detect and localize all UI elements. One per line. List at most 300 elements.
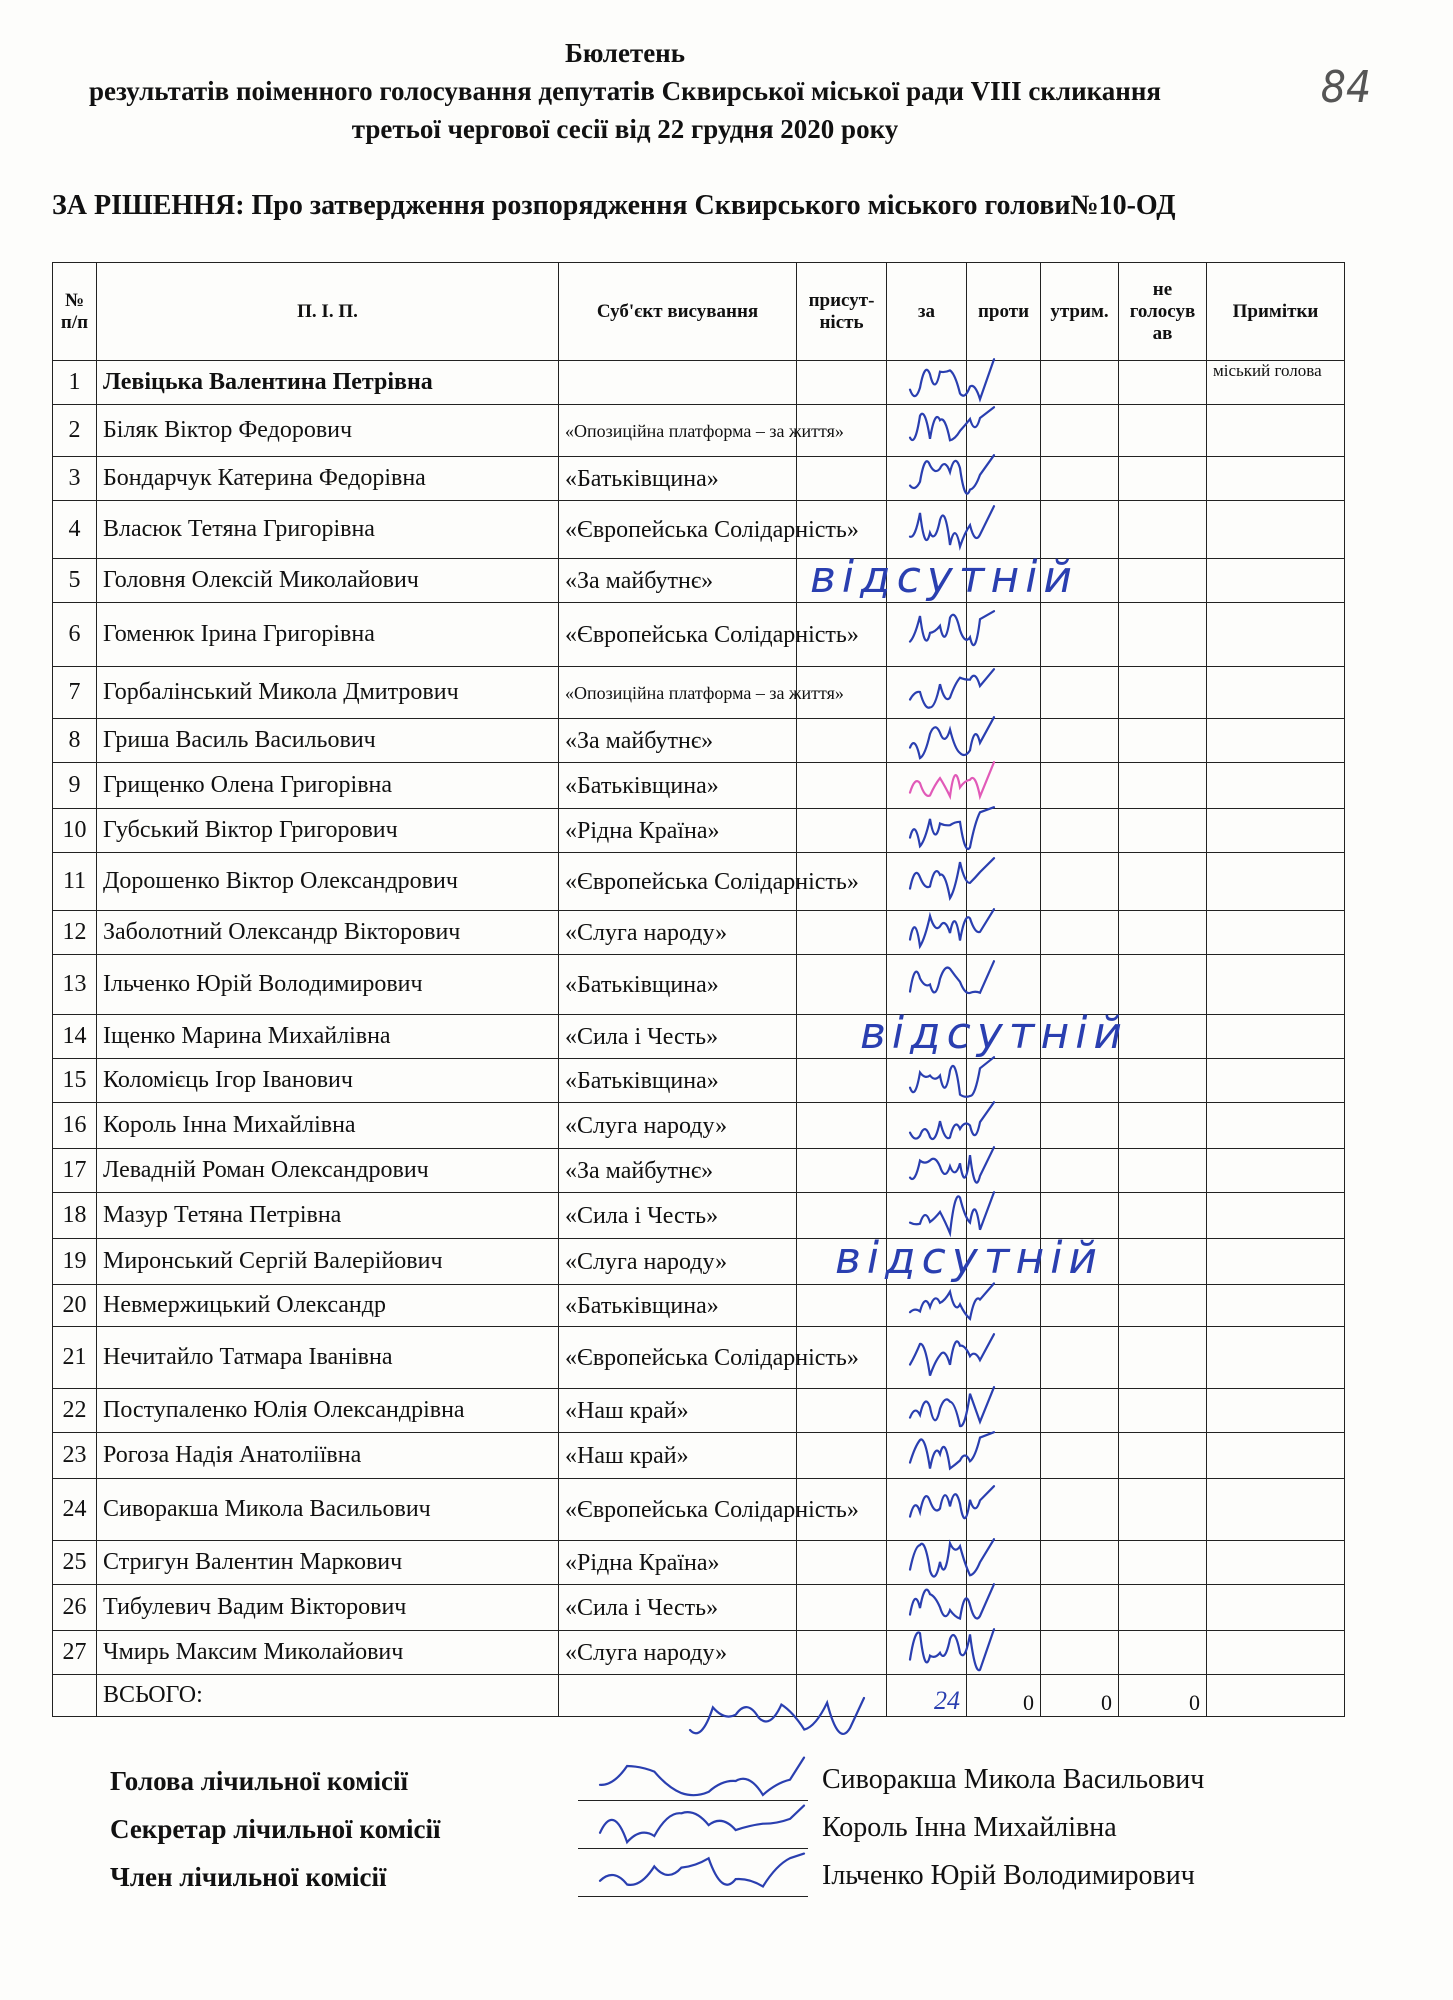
present-cell [797, 1433, 887, 1479]
vote-abstain-cell [1041, 763, 1119, 809]
party-cell: «За майбутнє» [559, 1149, 797, 1193]
vote-for-cell [887, 763, 967, 809]
party-cell: «Батьківщина» [559, 763, 797, 809]
vote-for-cell [887, 501, 967, 559]
party-cell: «Слуга народу» [559, 1631, 797, 1675]
deputy-name: Тибулевич Вадим Вікторович [97, 1585, 559, 1631]
not-voted-cell [1119, 719, 1207, 763]
present-cell [797, 1239, 887, 1285]
note-cell [1207, 559, 1345, 603]
vote-abstain-cell [1041, 1327, 1119, 1389]
vote-against-cell [967, 361, 1041, 405]
note-cell [1207, 809, 1345, 853]
vote-for-cell [887, 1285, 967, 1327]
vote-abstain-cell [1041, 1631, 1119, 1675]
row-number: 6 [53, 603, 97, 667]
present-cell [797, 1149, 887, 1193]
vote-against-cell [967, 457, 1041, 501]
not-voted-cell [1119, 1433, 1207, 1479]
vote-for-cell [887, 809, 967, 853]
party-cell [559, 361, 797, 405]
party-cell: «Слуга народу» [559, 1239, 797, 1285]
table-header-row [53, 263, 1345, 361]
note-cell [1207, 1149, 1345, 1193]
vote-abstain-cell [1041, 1193, 1119, 1239]
party-cell: «Батьківщина» [559, 457, 797, 501]
party-cell: «Європейська Солідарність» [559, 501, 797, 559]
party-cell: «Сила і Честь» [559, 1015, 797, 1059]
vote-for-cell [887, 1541, 967, 1585]
vote-against-cell [967, 1585, 1041, 1631]
vote-for-cell [887, 1389, 967, 1433]
table-row [53, 1015, 1345, 1059]
note-cell: міський голова [1207, 361, 1345, 405]
col-present-header: присут-ність [797, 263, 887, 361]
signature-row-secretary [110, 1808, 1340, 1852]
deputy-name: Король Інна Михайлівна [97, 1103, 559, 1149]
vote-abstain-cell [1041, 1149, 1119, 1193]
present-cell [797, 763, 887, 809]
not-voted-cell [1119, 603, 1207, 667]
deputy-name: Бондарчук Катерина Федорівна [97, 457, 559, 501]
party-cell: «Наш край» [559, 1389, 797, 1433]
table-row [53, 1239, 1345, 1285]
not-voted-cell [1119, 1149, 1207, 1193]
vote-abstain-cell [1041, 1479, 1119, 1541]
voting-table [52, 262, 1345, 1717]
party-cell: «Рідна Країна» [559, 809, 797, 853]
vote-abstain-cell [1041, 1541, 1119, 1585]
party-cell: «Європейська Солідарність» [559, 1479, 797, 1541]
present-cell [797, 1389, 887, 1433]
table-row [53, 853, 1345, 911]
row-number: 26 [53, 1585, 97, 1631]
party-cell: «Слуга народу» [559, 1103, 797, 1149]
table-row [53, 763, 1345, 809]
party-cell: «Рідна Країна» [559, 1541, 797, 1585]
row-number: 2 [53, 405, 97, 457]
col-abstain-header: утрим. [1041, 263, 1119, 361]
not-voted-cell [1119, 559, 1207, 603]
total-num-cell [53, 1675, 97, 1717]
decision-title: ЗА РІШЕННЯ: Про затвердження розпорядження Сквирського міського голови№10-ОД [52, 190, 1176, 221]
present-cell [797, 809, 887, 853]
note-cell [1207, 1631, 1345, 1675]
col-name-header: П. І. П. [97, 263, 559, 361]
vote-for-cell [887, 1479, 967, 1541]
present-cell [797, 361, 887, 405]
total-notes-cell [1207, 1675, 1345, 1717]
absent-handwritten-note: відсутній [810, 552, 1079, 603]
total-not-voted: 0 [1119, 1675, 1207, 1717]
vote-for-cell [887, 853, 967, 911]
not-voted-cell [1119, 809, 1207, 853]
present-cell [797, 1631, 887, 1675]
vote-against-cell [967, 1015, 1041, 1059]
vote-against-cell [967, 1149, 1041, 1193]
table-row [53, 1103, 1345, 1149]
row-number: 10 [53, 809, 97, 853]
vote-against-cell [967, 853, 1041, 911]
table-row [53, 911, 1345, 955]
vote-for-cell [887, 1193, 967, 1239]
table-row [53, 1389, 1345, 1433]
vote-abstain-cell [1041, 1103, 1119, 1149]
ballot-subtitle: результатів поіменного голосування депутатів Сквирської міської ради VIII скликання [88, 76, 1162, 106]
vote-abstain-cell [1041, 1239, 1119, 1285]
vote-against-cell [967, 1285, 1041, 1327]
deputy-name: Іщенко Марина Михайлівна [97, 1015, 559, 1059]
vote-abstain-cell [1041, 1389, 1119, 1433]
not-voted-cell [1119, 1239, 1207, 1285]
table-row [53, 1059, 1345, 1103]
col-not-voted-header: не голосув ав [1119, 263, 1207, 361]
table-row [53, 667, 1345, 719]
note-cell [1207, 501, 1345, 559]
vote-against-cell [967, 955, 1041, 1015]
total-party-cell [559, 1675, 797, 1717]
vote-against-cell [967, 1327, 1041, 1389]
note-cell [1207, 1193, 1345, 1239]
vote-against-cell [967, 559, 1041, 603]
deputy-name: Заболотний Олександр Вікторович [97, 911, 559, 955]
signature-line [578, 1800, 808, 1801]
present-cell [797, 955, 887, 1015]
deputy-name: Дорошенко Віктор Олександрович [97, 853, 559, 911]
row-number: 23 [53, 1433, 97, 1479]
vote-for-cell [887, 559, 967, 603]
vote-abstain-cell [1041, 559, 1119, 603]
deputy-name: Миронський Сергій Валерійович [97, 1239, 559, 1285]
row-number: 22 [53, 1389, 97, 1433]
vote-against-cell [967, 405, 1041, 457]
row-number: 17 [53, 1149, 97, 1193]
vote-for-cell [887, 1585, 967, 1631]
note-cell [1207, 1433, 1345, 1479]
deputy-name: Власюк Тетяна Григорівна [97, 501, 559, 559]
table-row [53, 559, 1345, 603]
deputy-name: Рогоза Надія Анатоліївна [97, 1433, 559, 1479]
row-number: 19 [53, 1239, 97, 1285]
signature-row-member [110, 1856, 1340, 1900]
party-cell: «Європейська Солідарність» [559, 1327, 797, 1389]
row-number: 16 [53, 1103, 97, 1149]
deputy-name: Гриша Василь Васильович [97, 719, 559, 763]
party-cell: «Опозиційна платформа – за життя» [559, 405, 797, 457]
deputy-name: Чмирь Максим Миколайович [97, 1631, 559, 1675]
table-row [53, 1327, 1345, 1389]
row-number: 20 [53, 1285, 97, 1327]
not-voted-cell [1119, 763, 1207, 809]
note-cell [1207, 1015, 1345, 1059]
deputy-name: Левадній Роман Олександрович [97, 1149, 559, 1193]
vote-against-cell [967, 1631, 1041, 1675]
row-number: 25 [53, 1541, 97, 1585]
present-cell [797, 911, 887, 955]
table-row [53, 1541, 1345, 1585]
note-cell [1207, 1479, 1345, 1541]
not-voted-cell [1119, 911, 1207, 955]
vote-abstain-cell [1041, 853, 1119, 911]
row-number: 24 [53, 1479, 97, 1541]
ballot-title: Бюлетень [564, 38, 686, 68]
vote-for-cell [887, 1103, 967, 1149]
member-name: Ільченко Юрій Володимирович [822, 1860, 1195, 1891]
vote-for-cell [887, 1433, 967, 1479]
vote-abstain-cell [1041, 1285, 1119, 1327]
party-cell: «Батьківщина» [559, 1059, 797, 1103]
party-cell: «Європейська Солідарність» [559, 853, 797, 911]
vote-against-cell [967, 667, 1041, 719]
vote-against-cell [967, 911, 1041, 955]
table-row [53, 955, 1345, 1015]
row-number: 14 [53, 1015, 97, 1059]
not-voted-cell [1119, 1059, 1207, 1103]
not-voted-cell [1119, 1327, 1207, 1389]
vote-for-cell [887, 1149, 967, 1193]
party-cell: «Наш край» [559, 1433, 797, 1479]
row-number: 13 [53, 955, 97, 1015]
not-voted-cell [1119, 1631, 1207, 1675]
vote-against-cell [967, 1103, 1041, 1149]
col-party-header: Суб'єкт висування [559, 263, 797, 361]
table-row [53, 1193, 1345, 1239]
deputy-name: Гоменюк Ірина Григорівна [97, 603, 559, 667]
deputy-name: Коломієць Ігор Іванович [97, 1059, 559, 1103]
not-voted-cell [1119, 955, 1207, 1015]
party-cell: «Слуга народу» [559, 911, 797, 955]
vote-for-cell [887, 457, 967, 501]
ballot-header [0, 34, 1250, 148]
party-cell: «Опозиційна платформа – за життя» [559, 667, 797, 719]
row-number: 27 [53, 1631, 97, 1675]
col-against-header: проти [967, 263, 1041, 361]
note-cell [1207, 853, 1345, 911]
col-num-header: № п/п [53, 263, 97, 361]
not-voted-cell [1119, 1389, 1207, 1433]
party-cell: «Батьківщина» [559, 955, 797, 1015]
deputy-name: Головня Олексій Миколайович [97, 559, 559, 603]
present-cell [797, 1103, 887, 1149]
not-voted-cell [1119, 457, 1207, 501]
vote-for-cell [887, 1015, 967, 1059]
vote-against-cell [967, 763, 1041, 809]
deputy-name: Левіцька Валентина Петрівна [97, 361, 559, 405]
note-cell [1207, 1327, 1345, 1389]
vote-for-cell [887, 361, 967, 405]
not-voted-cell [1119, 405, 1207, 457]
not-voted-cell [1119, 1015, 1207, 1059]
not-voted-cell [1119, 1103, 1207, 1149]
vote-against-cell [967, 719, 1041, 763]
vote-for-cell [887, 1239, 967, 1285]
vote-against-cell [967, 501, 1041, 559]
secretary-role: Секретар лічильної комісії [110, 1814, 441, 1844]
deputy-name: Поступаленко Юлія Олександрівна [97, 1389, 559, 1433]
deputy-name: Губський Віктор Григорович [97, 809, 559, 853]
vote-abstain-cell [1041, 667, 1119, 719]
vote-for-cell [887, 911, 967, 955]
not-voted-cell [1119, 853, 1207, 911]
vote-abstain-cell [1041, 603, 1119, 667]
deputy-name: Нечитайло Татмара Іванівна [97, 1327, 559, 1389]
table-row [53, 1585, 1345, 1631]
row-number: 18 [53, 1193, 97, 1239]
vote-against-cell [967, 603, 1041, 667]
note-cell [1207, 911, 1345, 955]
present-cell [797, 719, 887, 763]
vote-against-cell [967, 1059, 1041, 1103]
table-row [53, 361, 1345, 405]
vote-abstain-cell [1041, 1059, 1119, 1103]
table-body [53, 361, 1345, 1675]
vote-abstain-cell [1041, 1015, 1119, 1059]
vote-abstain-cell [1041, 719, 1119, 763]
session-date: третьої чергової сесії від 22 грудня 2020 року [351, 114, 899, 144]
row-number: 1 [53, 361, 97, 405]
table-row [53, 405, 1345, 457]
table-row [53, 809, 1345, 853]
vote-for-cell [887, 1631, 967, 1675]
note-cell [1207, 1541, 1345, 1585]
not-voted-cell [1119, 1541, 1207, 1585]
table-row [53, 1479, 1345, 1541]
vote-for-cell [887, 1059, 967, 1103]
row-number: 7 [53, 667, 97, 719]
table-row [53, 1149, 1345, 1193]
vote-against-cell [967, 1389, 1041, 1433]
deputy-name: Горбалінський Микола Дмитрович [97, 667, 559, 719]
note-cell [1207, 1389, 1345, 1433]
secretary-name: Король Інна Михайлівна [822, 1812, 1117, 1843]
vote-for-cell [887, 1327, 967, 1389]
vote-against-cell [967, 1193, 1041, 1239]
vote-against-cell [967, 809, 1041, 853]
total-for: 24 [887, 1675, 967, 1717]
note-cell [1207, 1585, 1345, 1631]
vote-abstain-cell [1041, 1585, 1119, 1631]
row-number: 4 [53, 501, 97, 559]
not-voted-cell [1119, 361, 1207, 405]
not-voted-cell [1119, 667, 1207, 719]
vote-against-cell [967, 1239, 1041, 1285]
note-cell [1207, 1059, 1345, 1103]
not-voted-cell [1119, 1285, 1207, 1327]
present-cell [797, 1585, 887, 1631]
signature-row-chair [110, 1760, 1340, 1804]
party-cell: «За майбутнє» [559, 559, 797, 603]
party-cell: «За майбутнє» [559, 719, 797, 763]
present-cell [797, 1193, 887, 1239]
vote-abstain-cell [1041, 911, 1119, 955]
vote-abstain-cell [1041, 955, 1119, 1015]
note-cell [1207, 719, 1345, 763]
row-number: 3 [53, 457, 97, 501]
absent-handwritten-note: відсутній [860, 1008, 1129, 1059]
table-row [53, 719, 1345, 763]
row-number: 12 [53, 911, 97, 955]
absent-handwritten-note: відсутній [835, 1233, 1104, 1284]
deputy-name: Сиворакша Микола Васильович [97, 1479, 559, 1541]
not-voted-cell [1119, 1193, 1207, 1239]
signature-line [578, 1896, 808, 1897]
vote-against-cell [967, 1479, 1041, 1541]
col-for-header: за [887, 263, 967, 361]
note-cell [1207, 955, 1345, 1015]
row-number: 8 [53, 719, 97, 763]
signature-line [578, 1848, 808, 1849]
row-number: 5 [53, 559, 97, 603]
col-notes-header: Примітки [1207, 263, 1345, 361]
vote-abstain-cell [1041, 501, 1119, 559]
row-number: 9 [53, 763, 97, 809]
note-cell [1207, 667, 1345, 719]
member-role: Член лічильної комісії [110, 1862, 387, 1892]
row-number: 21 [53, 1327, 97, 1389]
table-row [53, 457, 1345, 501]
deputy-name: Невмержицький Олександр [97, 1285, 559, 1327]
table-row [53, 603, 1345, 667]
vote-abstain-cell [1041, 457, 1119, 501]
present-cell [797, 457, 887, 501]
note-cell [1207, 457, 1345, 501]
not-voted-cell [1119, 1585, 1207, 1631]
row-number: 11 [53, 853, 97, 911]
vote-against-cell [967, 1541, 1041, 1585]
present-cell [797, 1285, 887, 1327]
note-cell [1207, 1103, 1345, 1149]
deputy-name: Грищенко Олена Григорівна [97, 763, 559, 809]
party-cell: «Сила і Честь» [559, 1193, 797, 1239]
deputy-name: Стригун Валентин Маркович [97, 1541, 559, 1585]
chair-role: Голова лічильної комісії [110, 1766, 408, 1796]
total-against: 0 [967, 1675, 1041, 1717]
not-voted-cell [1119, 1479, 1207, 1541]
note-cell [1207, 763, 1345, 809]
vote-abstain-cell [1041, 809, 1119, 853]
vote-abstain-cell [1041, 1433, 1119, 1479]
not-voted-cell [1119, 501, 1207, 559]
table-row [53, 1285, 1345, 1327]
row-number: 15 [53, 1059, 97, 1103]
vote-for-cell [887, 603, 967, 667]
vote-for-cell [887, 405, 967, 457]
vote-for-cell [887, 667, 967, 719]
total-present-cell [797, 1675, 887, 1717]
total-label: ВСЬОГО: [97, 1675, 559, 1717]
total-abstain: 0 [1041, 1675, 1119, 1717]
deputy-name: Мазур Тетяна Петрівна [97, 1193, 559, 1239]
vote-abstain-cell [1041, 405, 1119, 457]
note-cell [1207, 405, 1345, 457]
present-cell [797, 1059, 887, 1103]
note-cell [1207, 1239, 1345, 1285]
deputy-name: Ільченко Юрій Володимирович [97, 955, 559, 1015]
party-cell: «Сила і Честь» [559, 1585, 797, 1631]
vote-against-cell [967, 1433, 1041, 1479]
table-row [53, 1631, 1345, 1675]
deputy-name: Біляк Віктор Федорович [97, 405, 559, 457]
vote-abstain-cell [1041, 361, 1119, 405]
note-cell [1207, 1285, 1345, 1327]
total-row [53, 1675, 1345, 1717]
note-cell [1207, 603, 1345, 667]
table-row [53, 1433, 1345, 1479]
party-cell: «Батьківщина» [559, 1285, 797, 1327]
table-row [53, 501, 1345, 559]
vote-for-cell [887, 955, 967, 1015]
handwritten-page-number: 84 [1320, 62, 1372, 113]
